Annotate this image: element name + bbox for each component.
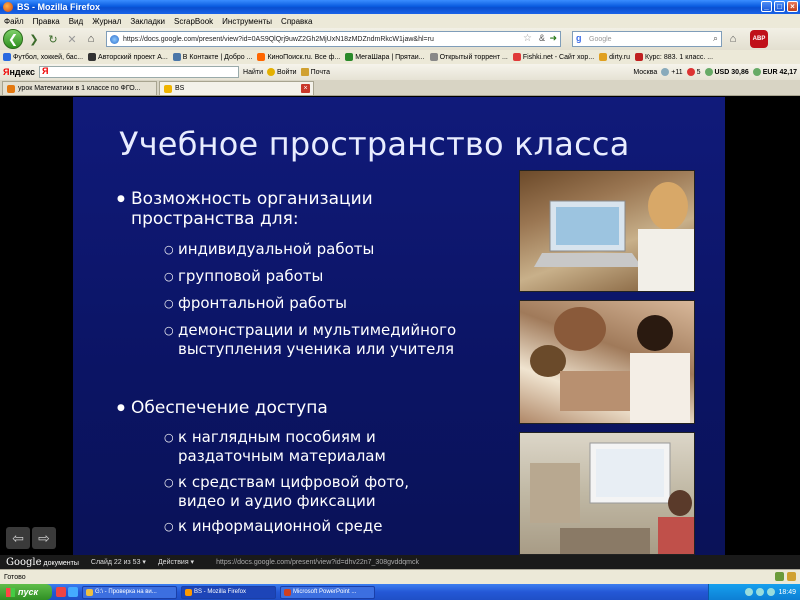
tab-strip	[0, 80, 800, 96]
menu-help[interactable]: Справка	[281, 16, 313, 26]
bookmark-favicon	[599, 53, 607, 61]
docs-share-url[interactable]: https://docs.google.com/present/view?id=dhv22n7_308gvddqmck	[216, 558, 420, 566]
yandex-usd-label: USD 30,86	[714, 68, 749, 76]
bookmark-label: Fishki.net - Сайт хор...	[522, 53, 595, 61]
menu-bar	[0, 14, 800, 28]
menu-view[interactable]: Вид	[68, 16, 84, 26]
stop-button[interactable]: ✕	[67, 33, 77, 46]
yandex-weather[interactable]	[661, 68, 682, 76]
bookmark-label: dirty.ru	[609, 53, 631, 61]
windows-flag-icon	[6, 588, 15, 597]
sub-individual: ○ индивидуальной работы	[178, 240, 374, 259]
sub-line: ○ к средствам цифровой фото,	[178, 473, 409, 491]
sub-line: ○ демонстрации и мультимедийного	[178, 321, 457, 339]
sub-digital-media	[178, 473, 409, 511]
sub-line: выступления ученика или учителя	[178, 340, 454, 358]
bookmark-star-icon[interactable]: ☆	[523, 33, 532, 44]
yandex-logo-rest: ндекс	[9, 67, 36, 77]
taskbar-label: BS - Mozilla Firefox	[194, 589, 247, 595]
currency-icon	[753, 68, 761, 76]
yandex-city[interactable]	[633, 69, 657, 76]
slide-title: Учебное пространство класса	[119, 125, 630, 163]
presentation-slide	[73, 97, 725, 555]
menu-tools[interactable]: Инструменты	[222, 16, 273, 26]
bookmark-label: КиноПоиск.ru. Все ф...	[267, 53, 341, 61]
tray-icon[interactable]	[767, 588, 775, 596]
sub-line: раздаточным материалам	[178, 447, 386, 465]
forward-button[interactable]: ❯	[29, 33, 39, 46]
tab-bs[interactable]	[159, 81, 314, 95]
tab-favicon	[164, 85, 172, 93]
bookmark-item[interactable]	[599, 53, 630, 61]
photo-group-illustration	[520, 301, 695, 424]
status-text: Готово	[4, 573, 26, 581]
taskbar-item-powerpoint[interactable]	[280, 586, 375, 599]
sub-line: видео и аудио фиксации	[178, 492, 376, 510]
bookmark-favicon	[345, 53, 353, 61]
tab-lesson[interactable]	[2, 81, 157, 95]
menu-file[interactable]: Файл	[4, 16, 24, 26]
yandex-usd[interactable]	[705, 68, 749, 76]
yandex-traffic-label: 5	[696, 68, 701, 76]
sub-group: ○ групповой работы	[178, 267, 323, 286]
window-controls	[761, 1, 798, 12]
currency-icon	[705, 68, 713, 76]
google-docs-logo[interactable]	[6, 557, 79, 568]
windows-taskbar	[0, 584, 800, 600]
menu-edit[interactable]: Правка	[32, 16, 60, 26]
taskbar-item-explorer[interactable]	[82, 586, 177, 599]
mail-icon	[301, 68, 309, 76]
addon-status-icon[interactable]	[787, 572, 796, 581]
bookmark-item[interactable]	[173, 53, 253, 61]
classroom-photo-laptop	[519, 170, 695, 292]
clock[interactable]: 18:49	[778, 588, 796, 596]
status-bar	[0, 569, 800, 584]
google-brand: Google	[6, 556, 42, 568]
quick-launch	[56, 587, 78, 597]
sub-frontal: ○ фронтальной работы	[178, 294, 347, 313]
yandex-logo-ya: Я	[3, 67, 10, 77]
tab-favicon	[7, 85, 15, 93]
bookmark-favicon	[173, 53, 181, 61]
photo-laptop-illustration	[520, 171, 695, 292]
bookmark-favicon	[635, 53, 643, 61]
start-button[interactable]	[0, 584, 52, 600]
menu-bookmarks[interactable]: Закладки	[130, 16, 166, 26]
minimize-button[interactable]: _	[761, 1, 772, 12]
yandex-login-button[interactable]	[267, 68, 297, 76]
bookmark-label: Курс: 883. 1 класс. ...	[645, 53, 714, 61]
photo-projector-illustration	[520, 433, 695, 555]
slide-counter: Слайд 22 из 53	[90, 559, 141, 566]
bookmark-favicon	[513, 53, 521, 61]
slide-counter-dropdown[interactable]: Слайд 22 из 53 ▾	[90, 559, 146, 566]
bullet-line: ● Возможность организации	[131, 189, 373, 209]
sub-visual-aids	[178, 428, 386, 466]
tray-icon[interactable]	[756, 588, 764, 596]
addon-home-icon[interactable]: ⌂	[729, 33, 737, 45]
bullet-line: пространства для:	[131, 209, 299, 229]
yandex-login-label: Войти	[277, 68, 297, 76]
bookmark-label: Футбол, хоккей, бас...	[13, 53, 84, 61]
yandex-input-mark: Я	[42, 66, 49, 76]
bookmark-item[interactable]	[3, 53, 83, 61]
tray-icon[interactable]	[745, 588, 753, 596]
adblock-plus-button[interactable]: ABP	[750, 30, 768, 48]
magnifier-icon[interactable]: ⌕	[712, 33, 718, 43]
bookmark-label: Авторский проект А...	[98, 53, 168, 61]
yandex-logo[interactable]	[3, 67, 35, 77]
folder-icon	[86, 589, 93, 596]
site-identity-icon[interactable]	[110, 35, 119, 44]
yandex-city-label: Москва	[633, 68, 658, 76]
sub-demonstration	[178, 321, 456, 359]
back-button[interactable]: ❮	[3, 29, 23, 49]
bookmark-item[interactable]	[345, 53, 424, 61]
yandex-find-button[interactable]	[243, 69, 263, 76]
prev-slide-button[interactable]: ⇦	[6, 527, 30, 549]
window-title: BS - Mozilla Firefox	[17, 2, 101, 12]
actions-menu[interactable]: Действия ▾	[157, 559, 195, 566]
tab-label: BS	[175, 85, 185, 92]
actions-label: Действия	[157, 559, 189, 566]
bookmark-favicon	[430, 53, 438, 61]
bookmark-label: В Контакте | Добро ...	[182, 53, 253, 61]
system-tray	[708, 584, 800, 600]
menu-history[interactable]: Журнал	[92, 16, 122, 26]
firefox-icon	[185, 589, 192, 596]
search-placeholder: Google	[589, 35, 612, 43]
bookmark-item[interactable]	[257, 53, 340, 61]
url-text: https://docs.google.com/present/view?id=0AS9QlQrj9uwZ2Gh2MjUxN18zMDZndmRkcW1jaw&hl=ru	[123, 35, 434, 43]
quicklaunch-icon[interactable]	[56, 587, 66, 597]
bookmark-item[interactable]	[635, 53, 713, 61]
yandex-find-label: Найти	[243, 68, 263, 76]
navigation-toolbar	[0, 28, 800, 50]
google-brand-sub: документы	[43, 559, 79, 567]
firefox-icon	[3, 2, 13, 12]
taskbar-label: G:\ - Проверка на ви...	[95, 589, 157, 595]
ampersand-icon[interactable]: &	[538, 33, 545, 43]
tab-label: урок Математики в 1 классе по ФГО...	[18, 85, 141, 92]
bookmark-item[interactable]	[430, 53, 508, 61]
url-bar[interactable]	[106, 31, 561, 47]
status-icons	[775, 572, 796, 581]
bookmark-item[interactable]	[513, 53, 594, 61]
taskbar-label: Microsoft PowerPoint ...	[293, 589, 357, 595]
home-button[interactable]: ⌂	[87, 33, 95, 45]
bookmark-item[interactable]	[88, 53, 168, 61]
powerpoint-icon	[284, 589, 291, 596]
close-button[interactable]: ×	[787, 1, 798, 12]
sub-info-environment: ○ к информационной среде	[178, 517, 382, 536]
user-icon	[267, 68, 275, 76]
bookmark-favicon	[88, 53, 96, 61]
classroom-photo-group	[519, 300, 695, 424]
google-search-icon[interactable]: g	[576, 33, 582, 43]
search-input[interactable]	[572, 31, 722, 47]
bookmark-label: Открытый торрент ...	[439, 53, 508, 61]
yandex-search-input[interactable]	[39, 66, 239, 78]
next-slide-button[interactable]: ⇨	[32, 527, 56, 549]
addon-status-icon[interactable]	[775, 572, 784, 581]
window-title-bar[interactable]	[0, 0, 800, 14]
page-content	[0, 97, 800, 555]
bookmark-favicon	[3, 53, 11, 61]
bookmarks-toolbar	[0, 50, 800, 64]
yandex-eur[interactable]	[753, 68, 797, 76]
yandex-traffic[interactable]	[687, 68, 701, 76]
yandex-weather-label: +11	[671, 68, 683, 76]
bullet-access: ● Обеспечение доступа	[131, 398, 328, 418]
reload-button[interactable]: ↻	[48, 33, 58, 46]
docs-presentation-bar	[0, 555, 800, 569]
yandex-mail-label: Почта	[310, 68, 331, 76]
classroom-photo-projector	[519, 432, 695, 555]
traffic-icon	[687, 68, 695, 76]
start-label: пуск	[18, 587, 39, 597]
menu-scrapbook[interactable]: ScrapBook	[174, 16, 214, 26]
bookmark-favicon	[257, 53, 265, 61]
sub-line: ○ к наглядным пособиям и	[178, 428, 376, 446]
bullet-organization	[131, 189, 373, 229]
yandex-mail-button[interactable]	[301, 68, 330, 76]
go-arrow-icon[interactable]: ➜	[549, 33, 557, 43]
yandex-eur-label: EUR 42,17	[762, 68, 797, 76]
yandex-toolbar	[0, 64, 800, 80]
taskbar-item-firefox[interactable]	[181, 586, 276, 599]
maximize-button[interactable]: □	[774, 1, 785, 12]
cloud-icon	[661, 68, 669, 76]
quicklaunch-icon[interactable]	[68, 587, 78, 597]
tab-close-icon[interactable]: ×	[301, 84, 310, 93]
slide-nav-arrows	[6, 527, 56, 549]
bookmark-label: МегаШара | Прятаи...	[355, 53, 425, 61]
